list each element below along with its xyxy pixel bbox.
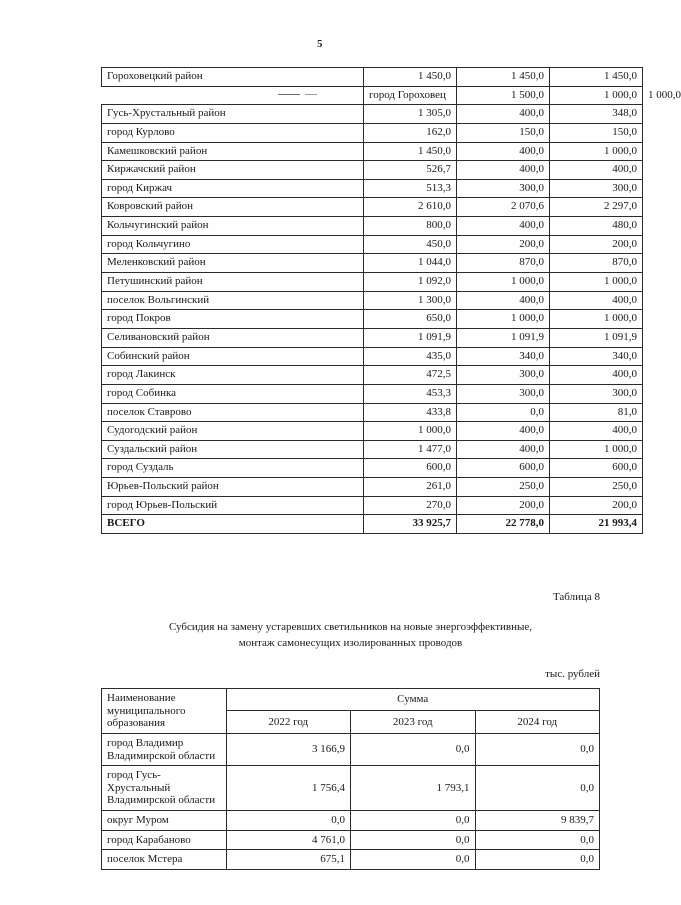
cell-value-2022: 453,3 [364,384,457,403]
cell-value-2023: 0,0 [351,733,476,765]
subsidy-table-head [102,689,600,734]
cell-municipality-name: город Лакинск [102,366,364,385]
cell-municipality-name: город Гороховец [364,86,457,105]
table-row [102,235,643,254]
cell-value-2022: 1 091,9 [364,328,457,347]
municipality-allocations-table [101,67,681,534]
table-row [102,328,643,347]
subsidy-title-line-1: Субсидия на замену устаревших светильников на новые энергоэффективные, [169,621,532,633]
cell-value-2024: 150,0 [550,123,643,142]
cell-municipality-name: Судогодский район [102,422,364,441]
cell-value-2022: 1 450,0 [364,142,457,161]
cell-municipality-name: Камешковский район [102,142,364,161]
cell-value-2023: 250,0 [457,478,550,497]
cell-municipality-name: Петушинский район [102,273,364,292]
cell-value-2022: 435,0 [364,347,457,366]
cell-municipality-name: город Кольчугино [102,235,364,254]
table-row [102,496,643,515]
cell-value-2022: 675,1 [226,850,351,870]
cell-municipality-name: город Владимир Владимирской области [102,733,227,765]
cell-value-2023: 300,0 [457,384,550,403]
cell-total-label: ВСЕГО [102,515,364,534]
cell-municipality-name: округ Муром [102,811,227,831]
cell-value-2023: 400,0 [457,142,550,161]
cell-total-2024: 21 993,4 [550,515,643,534]
cell-value-2023: 400,0 [457,161,550,180]
table-row [102,273,643,292]
cell-value-2022: 162,0 [364,123,457,142]
cell-value-2024: 250,0 [550,478,643,497]
cell-municipality-name: поселок Ставрово [102,403,364,422]
cell-value-2022: 600,0 [364,459,457,478]
cell-value-2024: 600,0 [550,459,643,478]
table-row [102,366,643,385]
table-row [102,459,643,478]
cell-municipality-name: Юрьев-Польский район [102,478,364,497]
cell-value-2024: 400,0 [550,161,643,180]
cell-value-2022: 1 500,0 [457,86,550,105]
cell-value-2022: 1 044,0 [364,254,457,273]
units-label: тыс. рублей [545,668,600,680]
table-row [102,440,643,459]
table-number-label: Таблица 8 [552,591,600,603]
table-total-row [102,515,643,534]
table-row: город Гороховец 1 500,0 1 000,0 1 000,0 [102,86,643,105]
cell-value-2023: 1 000,0 [550,86,643,105]
table-row [102,254,643,273]
cell-municipality-name: город Курлово [102,123,364,142]
table-body [102,68,681,534]
subsidy-table-container [101,688,600,870]
cell-value-2022: 261,0 [364,478,457,497]
cell-value-2022: 0,0 [226,811,351,831]
cell-value-2023: 1 450,0 [457,68,550,87]
cell-value-2023: 2 070,6 [457,198,550,217]
cell-value-2022: 1 477,0 [364,440,457,459]
cell-value-2024: 1 450,0 [550,68,643,87]
municipality-allocations-table-container [101,67,681,534]
cell-municipality-name: город Карабаново [102,830,227,850]
cell-value-2022: 1 305,0 [364,105,457,124]
cell-municipality-name: Кольчугинский район [102,217,364,236]
cell-municipality-name: Ковровский район [102,198,364,217]
cell-value-2023: 1 091,9 [457,328,550,347]
header-year-2022: 2022 год [226,711,351,733]
cell-value-2022: 3 166,9 [226,733,351,765]
cell-value-2023: 600,0 [457,459,550,478]
cell-value-2023: 400,0 [457,217,550,236]
cell-municipality-name: Гусь-Хрустальный район [102,105,364,124]
cell-value-2024: 81,0 [550,403,643,422]
cell-value-2023: 0,0 [351,811,476,831]
subsidy-table [101,688,600,870]
table-row [102,422,643,441]
table-row [102,291,643,310]
table-row [102,161,643,180]
subsidy-title-line-2: монтаж самонесущих изолированных проводов [238,636,463,649]
cell-municipality-name: Гороховецкий район [102,68,364,87]
cell-value-2022: 450,0 [364,235,457,254]
cell-value-2023: 0,0 [351,830,476,850]
cell-value-2024: 1 000,0 [550,142,643,161]
cell-value-2023: 200,0 [457,235,550,254]
header-municipality-name: Наименование муниципального образования [102,689,227,734]
cell-value-2024: 1 000,0 [550,440,643,459]
cell-value-2022: 433,8 [364,403,457,422]
subsidy-title [101,620,600,652]
cell-value-2024: 348,0 [550,105,643,124]
cell-municipality-name: Селивановский район [102,328,364,347]
table-row [102,198,643,217]
cell-value-2024: 870,0 [550,254,643,273]
cell-value-2024: 200,0 [550,496,643,515]
cell-value-2024: 2 297,0 [550,198,643,217]
cell-value-2023: 150,0 [457,123,550,142]
table-row [102,179,643,198]
subsidy-table-body [102,733,600,869]
cell-municipality-name: поселок Мстера [102,850,227,870]
table-row [102,811,600,831]
cell-value-2024: 340,0 [550,347,643,366]
table-row [102,384,643,403]
cell-value-2024: 0,0 [475,830,600,850]
cell-total-2022: 33 925,7 [364,515,457,534]
cell-value-2023: 1 000,0 [457,310,550,329]
cell-value-2022: 650,0 [364,310,457,329]
table-row [102,68,643,87]
header-year-2024: 2024 год [475,711,600,733]
table-row [102,310,643,329]
cell-value-2024: 400,0 [550,291,643,310]
table-row [102,105,643,124]
cell-value-2023: 400,0 [457,422,550,441]
header-sum-group: Сумма [226,689,600,711]
cell-municipality-name: город Покров [102,310,364,329]
cell-value-2022: 4 761,0 [226,830,351,850]
cell-value-2023: 400,0 [457,440,550,459]
table-row [102,830,600,850]
cell-value-2023: 340,0 [457,347,550,366]
cell-value-2022: 1 300,0 [364,291,457,310]
cell-value-2022: 526,7 [364,161,457,180]
cell-value-2023: 300,0 [457,366,550,385]
cell-value-2024: 0,0 [475,850,600,870]
cell-municipality-name: город Собинка [102,384,364,403]
table-row [102,123,643,142]
cell-value-2023: 400,0 [457,105,550,124]
table-row [102,733,600,765]
cell-value-2024: 480,0 [550,217,643,236]
cell-value-2022: 513,3 [364,179,457,198]
header-year-2023: 2023 год [351,711,476,733]
table-row [102,766,600,811]
cell-value-2023: 400,0 [457,291,550,310]
cell-value-2023: 870,0 [457,254,550,273]
cell-value-2024: 1 000,0 [550,273,643,292]
cell-value-2024: 300,0 [550,384,643,403]
table-row [102,478,643,497]
cell-value-2023: 200,0 [457,496,550,515]
cell-value-2024: 400,0 [550,422,643,441]
cell-value-2024: 0,0 [475,733,600,765]
cell-municipality-name: Суздальский район [102,440,364,459]
cell-value-2023: 0,0 [457,403,550,422]
cell-value-2022: 1 756,4 [226,766,351,811]
cell-value-2022: 1 450,0 [364,68,457,87]
cell-municipality-name: город Юрьев-Польский [102,496,364,515]
cell-value-2024: 1 091,9 [550,328,643,347]
cell-value-2023: 1 793,1 [351,766,476,811]
cell-value-2024: 200,0 [550,235,643,254]
cell-value-2024: 300,0 [550,179,643,198]
cell-value-2024: 0,0 [475,766,600,811]
table-row [102,850,600,870]
cell-value-2022: 1 092,0 [364,273,457,292]
table-row [102,217,643,236]
cell-value-2024: 1 000,0 [550,310,643,329]
cell-municipality-name: город Гусь-Хрустальный Владимирской области [102,766,227,811]
cell-value-2022: 270,0 [364,496,457,515]
table-row [102,347,643,366]
cell-value-2022: 2 610,0 [364,198,457,217]
cell-value-2024: 400,0 [550,366,643,385]
cell-municipality-name: Собинский район [102,347,364,366]
table-row [102,142,643,161]
cell-value-2023: 0,0 [351,850,476,870]
cell-municipality-name: город Суздаль [102,459,364,478]
cell-value-2022: 1 000,0 [364,422,457,441]
cell-value-2022: 472,5 [364,366,457,385]
cell-municipality-name: поселок Вольгинский [102,291,364,310]
cell-value-2024: 9 839,7 [475,811,600,831]
table-row [102,403,643,422]
cell-value-2022: 800,0 [364,217,457,236]
cell-municipality-name: город Киржач [102,179,364,198]
cell-municipality-name: Меленковский район [102,254,364,273]
page-number: 5 [317,38,323,50]
table-header-row-1 [102,689,600,711]
cell-municipality-name: Киржачский район [102,161,364,180]
cell-value-2023: 1 000,0 [457,273,550,292]
cell-total-2023: 22 778,0 [457,515,550,534]
cell-value-2023: 300,0 [457,179,550,198]
